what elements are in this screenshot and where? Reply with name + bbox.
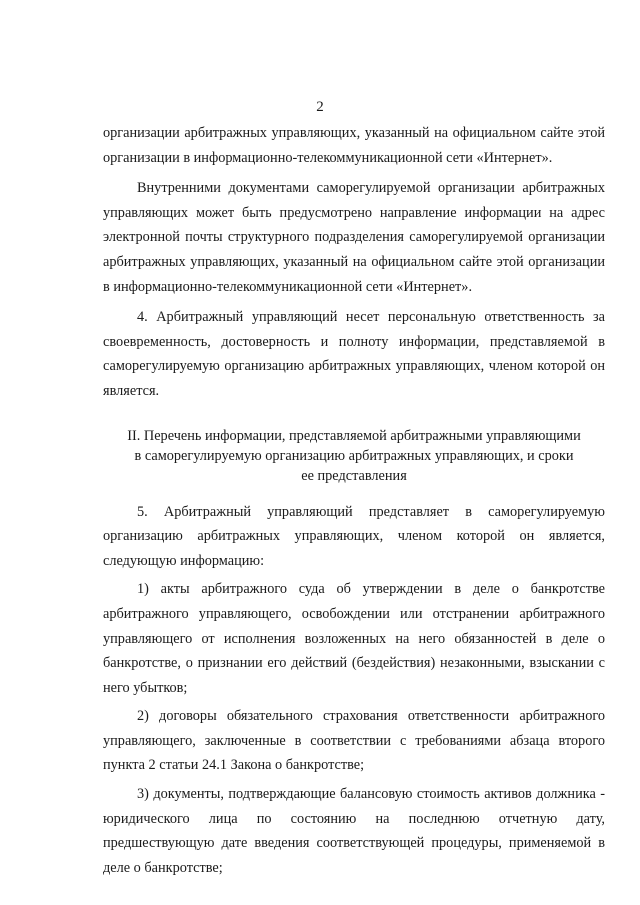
- paragraph-continuation: организации арбитражных управляющих, указанный на официальном сайте этой организации в информационно-телекоммуникационной сети «Интернет».: [103, 125, 605, 166]
- paragraph-item-5: 5. Арбитражный управляющий представляет в саморегулируемую организацию арбитражных управляющих, членом которой он является, следующую информацию:: [103, 503, 605, 569]
- section-heading-line: ее представления: [301, 467, 407, 484]
- section-heading-line: II. Перечень информации, представляемой арбитражными управляющими: [127, 427, 581, 444]
- list-item: 3) документы, подтверждающие балансовую стоимость активов должника - юридического лица по состоянию на последнюю отчетную дату, предшествующую дате введения соответствующей процедуры, применяемой в деле о банкротстве;: [103, 786, 605, 876]
- page-number: 2: [316, 99, 324, 115]
- document-body: [103, 121, 605, 880]
- list-item: 1) акты арбитражного суда об утверждении в деле о банкротстве арбитражного управляющего, освобождении или отстранении арбитражного управляющего от исполнения возложенных на него обязанностей в деле о банкротстве, о признании его действий (бездействия) незаконными, взыскании с него убытков;: [103, 581, 605, 696]
- section-heading: [103, 426, 605, 486]
- paragraph-item-4: 4. Арбитражный управляющий несет персональную ответственность за своевременность, достоверность и полноту информации, представляемой в саморегулируемую организацию арбитражных управляющих, членом которой он является.: [103, 309, 605, 399]
- section-heading-line: в саморегулируемую организацию арбитражных управляющих, и сроки: [134, 447, 574, 464]
- paragraph-internal-documents: Внутренними документами саморегулируемой организации арбитражных управляющих может быть предусмотрено направление информации на адрес электронной почты структурного подразделения саморегулируемой организации арбитражных управляющих, указанный на официальном сайте этой организации в информационно-телекоммуникационной сети «Интернет».: [103, 180, 605, 295]
- list-item: 2) договоры обязательного страхования ответственности арбитражного управляющего, заключенные в соответствии с требованиями абзаца второго пункта 2 статьи 24.1 Закона о банкротстве;: [103, 708, 605, 774]
